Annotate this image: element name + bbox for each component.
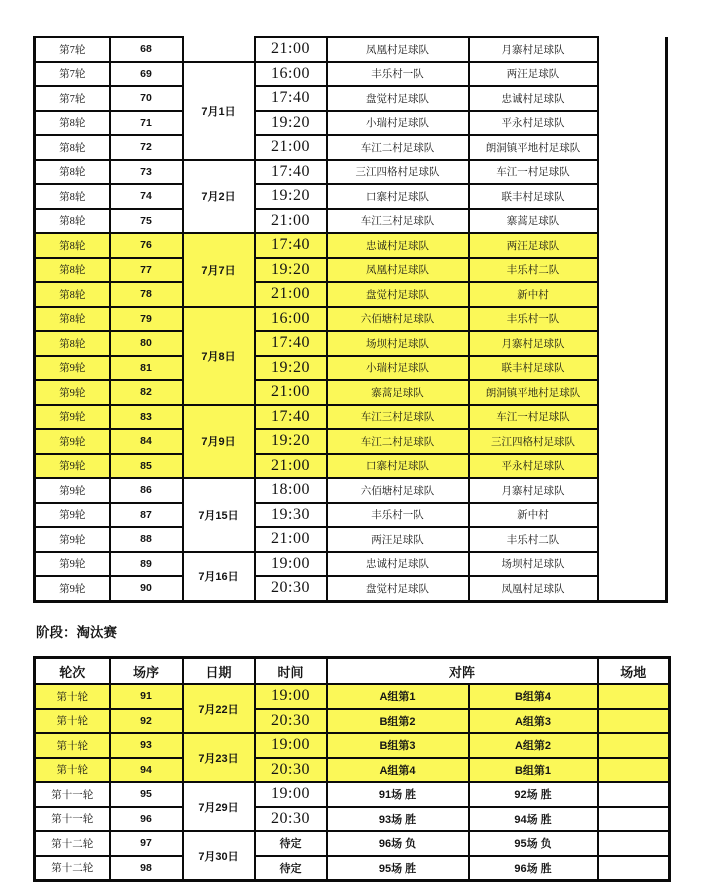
knockout-row-98 (35, 856, 670, 881)
date-cell: 7月23日 (183, 733, 255, 782)
round-cell: 第9轮 (35, 429, 110, 454)
date-cell: 7月7日 (183, 233, 255, 307)
knockout-row-96 (35, 807, 670, 832)
home-team-cell: 口寨村足球队 (327, 184, 469, 209)
time-cell: 待定 (255, 856, 327, 881)
time-cell: 19:30 (255, 503, 327, 528)
away-team-cell: 车江一村足球队 (469, 160, 598, 185)
match-number-cell: 77 (110, 258, 183, 283)
time-cell: 17:40 (255, 331, 327, 356)
away-team-cell: 寨蒿足球队 (469, 209, 598, 234)
away-side-cell: 95场 负 (469, 831, 598, 856)
group-stage-rows (35, 37, 667, 601)
match-number-cell: 96 (110, 807, 183, 832)
home-team-cell: 车江二村足球队 (327, 135, 469, 160)
round-cell: 第8轮 (35, 258, 110, 283)
time-cell: 19:00 (255, 684, 327, 709)
time-cell: 18:00 (255, 478, 327, 503)
knockout-row-94 (35, 758, 670, 783)
round-cell: 第8轮 (35, 282, 110, 307)
away-team-cell: 月寨村足球队 (469, 331, 598, 356)
date-cell: 7月16日 (183, 552, 255, 602)
time-cell: 20:30 (255, 709, 327, 734)
time-cell: 16:00 (255, 62, 327, 87)
round-cell: 第7轮 (35, 37, 110, 62)
away-team-cell: 新中村 (469, 282, 598, 307)
time-cell: 17:40 (255, 233, 327, 258)
match-number-cell: 89 (110, 552, 183, 577)
date-cell: 7月30日 (183, 831, 255, 881)
match-number-cell: 91 (110, 684, 183, 709)
time-cell: 21:00 (255, 37, 327, 62)
away-team-cell: 车江一村足球队 (469, 405, 598, 430)
round-cell: 第9轮 (35, 503, 110, 528)
round-cell: 第8轮 (35, 160, 110, 185)
round-cell: 第9轮 (35, 356, 110, 381)
match-row-88 (35, 527, 667, 552)
home-team-cell: 盘觉村足球队 (327, 576, 469, 601)
away-team-cell: 月寨村足球队 (469, 478, 598, 503)
home-side-cell: 95场 胜 (327, 856, 469, 881)
venue-cell (598, 807, 670, 832)
home-team-cell: 小瑞村足球队 (327, 111, 469, 136)
time-cell: 19:20 (255, 184, 327, 209)
time-cell: 21:00 (255, 135, 327, 160)
match-row-80 (35, 331, 667, 356)
match-row-85 (35, 454, 667, 479)
match-number-cell: 69 (110, 62, 183, 87)
knockout-rows (35, 684, 670, 881)
round-cell: 第十轮 (35, 733, 110, 758)
away-side-cell: 96场 胜 (469, 856, 598, 881)
round-cell: 第十轮 (35, 684, 110, 709)
header-date: 日期 (183, 658, 255, 685)
match-number-cell: 92 (110, 709, 183, 734)
away-team-cell: 两汪足球队 (469, 233, 598, 258)
match-row-86 (35, 478, 667, 503)
home-team-cell: 三江四格村足球队 (327, 160, 469, 185)
time-cell: 19:20 (255, 356, 327, 381)
away-team-cell: 联丰村足球队 (469, 184, 598, 209)
match-number-cell: 93 (110, 733, 183, 758)
match-number-cell: 81 (110, 356, 183, 381)
home-team-cell: 六佰塘村足球队 (327, 307, 469, 332)
away-side-cell: A组第3 (469, 709, 598, 734)
home-team-cell: 场坝村足球队 (327, 331, 469, 356)
home-side-cell: A组第1 (327, 684, 469, 709)
home-side-cell: B组第2 (327, 709, 469, 734)
away-team-cell: 凤凰村足球队 (469, 576, 598, 601)
home-team-cell: 丰乐村一队 (327, 62, 469, 87)
time-cell: 21:00 (255, 527, 327, 552)
home-team-cell: 盘觉村足球队 (327, 86, 469, 111)
round-cell: 第十一轮 (35, 807, 110, 832)
match-number-cell: 72 (110, 135, 183, 160)
match-row-90 (35, 576, 667, 601)
away-team-cell: 场坝村足球队 (469, 552, 598, 577)
venue-cell (598, 709, 670, 734)
round-cell: 第8轮 (35, 209, 110, 234)
home-side-cell: 93场 胜 (327, 807, 469, 832)
away-side-cell: 94场 胜 (469, 807, 598, 832)
away-team-cell: 丰乐村一队 (469, 307, 598, 332)
match-number-cell: 84 (110, 429, 183, 454)
match-row-69 (35, 62, 667, 87)
time-cell: 20:30 (255, 807, 327, 832)
match-number-cell: 85 (110, 454, 183, 479)
home-team-cell: 六佰塘村足球队 (327, 478, 469, 503)
match-number-cell: 98 (110, 856, 183, 881)
home-side-cell: 96场 负 (327, 831, 469, 856)
away-team-cell: 三江四格村足球队 (469, 429, 598, 454)
away-team-cell: 丰乐村二队 (469, 258, 598, 283)
round-cell: 第9轮 (35, 454, 110, 479)
date-cell: 7月8日 (183, 307, 255, 405)
match-number-cell: 82 (110, 380, 183, 405)
round-cell: 第8轮 (35, 111, 110, 136)
knockout-row-92 (35, 709, 670, 734)
round-cell: 第9轮 (35, 552, 110, 577)
header-venue: 场地 (598, 658, 670, 685)
home-team-cell: 口寨村足球队 (327, 454, 469, 479)
time-cell: 16:00 (255, 307, 327, 332)
match-row-76 (35, 233, 667, 258)
date-cell: 7月22日 (183, 684, 255, 733)
away-team-cell: 平永村足球队 (469, 111, 598, 136)
venue-cell (598, 37, 667, 601)
home-team-cell: 车江三村足球队 (327, 405, 469, 430)
time-cell: 21:00 (255, 209, 327, 234)
match-row-79 (35, 307, 667, 332)
round-cell: 第7轮 (35, 86, 110, 111)
time-cell: 20:30 (255, 576, 327, 601)
match-number-cell: 79 (110, 307, 183, 332)
away-team-cell: 朗洞镇平地村足球队 (469, 380, 598, 405)
venue-cell (598, 684, 670, 709)
date-cell: 7月2日 (183, 160, 255, 234)
match-number-cell: 78 (110, 282, 183, 307)
home-team-cell: 盘觉村足球队 (327, 282, 469, 307)
home-team-cell: 忠诚村足球队 (327, 552, 469, 577)
away-side-cell: A组第2 (469, 733, 598, 758)
away-team-cell: 新中村 (469, 503, 598, 528)
match-number-cell: 74 (110, 184, 183, 209)
group-stage-table (33, 36, 668, 603)
header-matchup: 对阵 (327, 658, 598, 685)
round-cell: 第9轮 (35, 527, 110, 552)
match-row-78 (35, 282, 667, 307)
round-cell: 第9轮 (35, 405, 110, 430)
match-number-cell: 90 (110, 576, 183, 601)
match-row-74 (35, 184, 667, 209)
away-side-cell: B组第1 (469, 758, 598, 783)
venue-cell (598, 733, 670, 758)
match-number-cell: 68 (110, 37, 183, 62)
away-team-cell: 两汪足球队 (469, 62, 598, 87)
home-team-cell: 忠诚村足球队 (327, 233, 469, 258)
time-cell: 17:40 (255, 86, 327, 111)
knockout-row-91 (35, 684, 670, 709)
match-row-82 (35, 380, 667, 405)
date-cell: 7月29日 (183, 782, 255, 831)
home-side-cell: B组第3 (327, 733, 469, 758)
match-number-cell: 70 (110, 86, 183, 111)
match-row-72 (35, 135, 667, 160)
home-team-cell: 凤凰村足球队 (327, 258, 469, 283)
knockout-header-row (35, 658, 670, 685)
time-cell: 21:00 (255, 282, 327, 307)
header-round: 轮次 (35, 658, 110, 685)
match-row-84 (35, 429, 667, 454)
round-cell: 第9轮 (35, 380, 110, 405)
match-row-81 (35, 356, 667, 381)
round-cell: 第8轮 (35, 307, 110, 332)
time-cell: 21:00 (255, 380, 327, 405)
date-cell: 7月15日 (183, 478, 255, 552)
round-cell: 第8轮 (35, 331, 110, 356)
home-team-cell: 凤凰村足球队 (327, 37, 469, 62)
round-cell: 第8轮 (35, 135, 110, 160)
away-team-cell: 联丰村足球队 (469, 356, 598, 381)
match-row-77 (35, 258, 667, 283)
home-team-cell: 小瑞村足球队 (327, 356, 469, 381)
header-match-no: 场序 (110, 658, 183, 685)
match-row-87 (35, 503, 667, 528)
round-cell: 第9轮 (35, 576, 110, 601)
match-number-cell: 97 (110, 831, 183, 856)
match-row-70 (35, 86, 667, 111)
time-cell: 21:00 (255, 454, 327, 479)
match-number-cell: 80 (110, 331, 183, 356)
away-team-cell: 忠诚村足球队 (469, 86, 598, 111)
round-cell: 第十轮 (35, 709, 110, 734)
venue-cell (598, 782, 670, 807)
home-team-cell: 车江二村足球队 (327, 429, 469, 454)
match-number-cell: 71 (110, 111, 183, 136)
round-cell: 第7轮 (35, 62, 110, 87)
match-number-cell: 75 (110, 209, 183, 234)
home-side-cell: A组第4 (327, 758, 469, 783)
match-number-cell: 94 (110, 758, 183, 783)
match-row-75 (35, 209, 667, 234)
round-cell: 第十二轮 (35, 856, 110, 881)
time-cell: 20:30 (255, 758, 327, 783)
time-cell: 19:20 (255, 111, 327, 136)
round-cell: 第8轮 (35, 184, 110, 209)
home-team-cell: 寨蒿足球队 (327, 380, 469, 405)
time-cell: 19:20 (255, 429, 327, 454)
venue-cell (598, 831, 670, 856)
time-cell: 19:00 (255, 552, 327, 577)
match-row-73 (35, 160, 667, 185)
date-cell (183, 37, 255, 62)
away-team-cell: 月寨村足球队 (469, 37, 598, 62)
round-cell: 第十二轮 (35, 831, 110, 856)
venue-cell (598, 856, 670, 881)
match-number-cell: 73 (110, 160, 183, 185)
match-row-89 (35, 552, 667, 577)
knockout-row-95 (35, 782, 670, 807)
knockout-row-97 (35, 831, 670, 856)
match-number-cell: 95 (110, 782, 183, 807)
round-cell: 第十轮 (35, 758, 110, 783)
home-team-cell: 丰乐村一队 (327, 503, 469, 528)
away-team-cell: 平永村足球队 (469, 454, 598, 479)
match-row-83 (35, 405, 667, 430)
away-team-cell: 丰乐村二队 (469, 527, 598, 552)
time-cell: 17:40 (255, 405, 327, 430)
date-cell: 7月1日 (183, 62, 255, 160)
round-cell: 第9轮 (35, 478, 110, 503)
venue-cell (598, 758, 670, 783)
date-cell: 7月9日 (183, 405, 255, 479)
stage-label: 阶段：淘汰赛 (36, 625, 117, 640)
match-number-cell: 87 (110, 503, 183, 528)
home-team-cell: 车江三村足球队 (327, 209, 469, 234)
match-number-cell: 83 (110, 405, 183, 430)
knockout-table (33, 656, 671, 882)
away-side-cell: B组第4 (469, 684, 598, 709)
home-side-cell: 91场 胜 (327, 782, 469, 807)
time-cell: 待定 (255, 831, 327, 856)
round-cell: 第十一轮 (35, 782, 110, 807)
match-number-cell: 86 (110, 478, 183, 503)
match-number-cell: 88 (110, 527, 183, 552)
knockout-row-93 (35, 733, 670, 758)
header-time: 时间 (255, 658, 327, 685)
match-row-71 (35, 111, 667, 136)
home-team-cell: 两汪足球队 (327, 527, 469, 552)
round-cell: 第8轮 (35, 233, 110, 258)
away-side-cell: 92场 胜 (469, 782, 598, 807)
time-cell: 19:00 (255, 782, 327, 807)
time-cell: 19:20 (255, 258, 327, 283)
match-number-cell: 76 (110, 233, 183, 258)
match-row-68 (35, 37, 667, 62)
time-cell: 17:40 (255, 160, 327, 185)
away-team-cell: 朗洞镇平地村足球队 (469, 135, 598, 160)
time-cell: 19:00 (255, 733, 327, 758)
